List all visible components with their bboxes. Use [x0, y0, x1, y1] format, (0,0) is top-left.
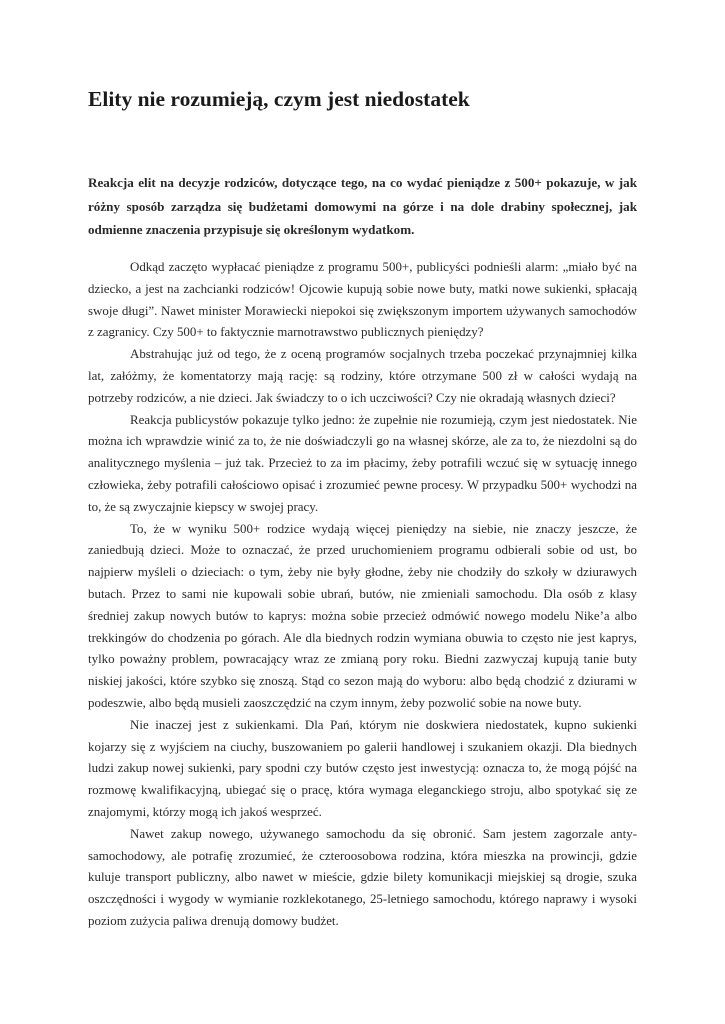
- body-paragraph: To, że w wyniku 500+ rodzice wydają więcej pieniędzy na siebie, nie znaczy jeszcze, że zaniedbują dzieci. Może to oznaczać, że przed uruchomieniem programu odbierali sobie od ust, bo najpierw myśleli o dzieciach: o tym, żeby nie były głodne, żeby nie chodziły do szkoły w dziurawych butach. Przez to sami nie kupowali sobie ubrań, butów, nie zmieniali samochodu. Dla osób z klasy średniej zakup nowych butów to kaprys: można sobie przecież odmówić nowego modelu Nike’a albo trekkingów do chodzenia po górach. Ale dla biednych rodzin wymiana obuwia to często nie jest kaprys, tylko poważny problem, powracający wraz ze zmianą pory roku. Biedni zazwyczaj kupują tanie buty niskiej jakości, które szybko się znoszą. Stąd co sezon mają do wyboru: albo będą chodzić z dziurami w podeszwie, albo będą musieli zaoszczędzić na czym innym, żeby pozwolić sobie na nowe buty.: [88, 520, 637, 710]
- article-body: [88, 256, 637, 932]
- body-paragraph: Abstrahując już od tego, że z oceną programów socjalnych trzeba poczekać przynajmniej kilka lat, załóżmy, że komentatorzy mają rację: są rodziny, które otrzymane 500 zł w całości wydają na potrzeby rodziców, a nie dzieci. Jak świadczy to o ich uczciwości? Czy nie okradają własnych dzieci?: [88, 346, 637, 405]
- article-lead: Reakcja elit na decyzje rodziców, dotyczące tego, na co wydać pieniądze z 500+ pokazuje, w jak różny sposób zarządza się budżetami domowymi na górze i na dole drabiny społecznej, jak odmienne znaczenia przypisuje się określonym wydatkom.: [88, 175, 637, 237]
- body-paragraph: Odkąd zaczęto wypłacać pieniądze z programu 500+, publicyści podnieśli alarm: „miało być na dziecko, a jest na zachcianki rodziców! Ojcowie kupują sobie nowe buty, matki nowe sukienki, spłacają swoje długi”. Nawet minister Morawiecki niepokoi się zwiększonym importem używanych samochodów z zagranicy. Czy 500+ to faktycznie marnotrawstwo publicznych pieniędzy?: [88, 259, 637, 340]
- body-paragraph: Reakcja publicystów pokazuje tylko jedno: że zupełnie nie rozumieją, czym jest niedostatek. Nie można ich wprawdzie winić za to, że nie doświadczyli go na własnej skórze, ale za to, że niezdolni są do analitycznego myślenia – już tak. Przecież to za im płacimy, żeby potrafili wczuć się w sytuację innego człowieka, żeby potrafili całościowo opisać i zrozumieć pewne procesy. W przypadku 500+ wychodzi na to, że są zwyczajnie kiepscy w swojej pracy.: [88, 411, 637, 514]
- body-paragraph: Nawet zakup nowego, używanego samochodu da się obronić. Sam jestem zagorzale anty-samochodowy, ale potrafię zrozumieć, że czteroosobowa rodzina, która mieszka na prowincji, gdzie kuluje transport publiczny, albo nawet w mieście, gdzie bilety komunikacji miejskiej są drogie, szuka oszczędności i wygody w wymianie rozklekotanego, 25-letniego samochodu, którego naprawy i wysoki poziom zużycia paliwa drenują domowy budżet.: [88, 825, 637, 928]
- article-title: Elity nie rozumieją, czym jest niedostatek: [88, 87, 470, 111]
- body-paragraph: Nie inaczej jest z sukienkami. Dla Pań, którym nie doskwiera niedostatek, kupno sukienki kojarzy się z wyjściem na ciuchy, buszowaniem po galerii handlowej i szukaniem okazji. Dla biednych ludzi zakup nowej sukienki, pary spodni czy butów często jest inwestycją: oznacza to, że mogą pójść na rozmowę kwalifikacyjną, ubiegać się o pracę, która wymaga eleganckiego stroju, albo spotykać się ze znajomymi, którzy mogą ich jakoś wesprzeć.: [88, 716, 637, 819]
